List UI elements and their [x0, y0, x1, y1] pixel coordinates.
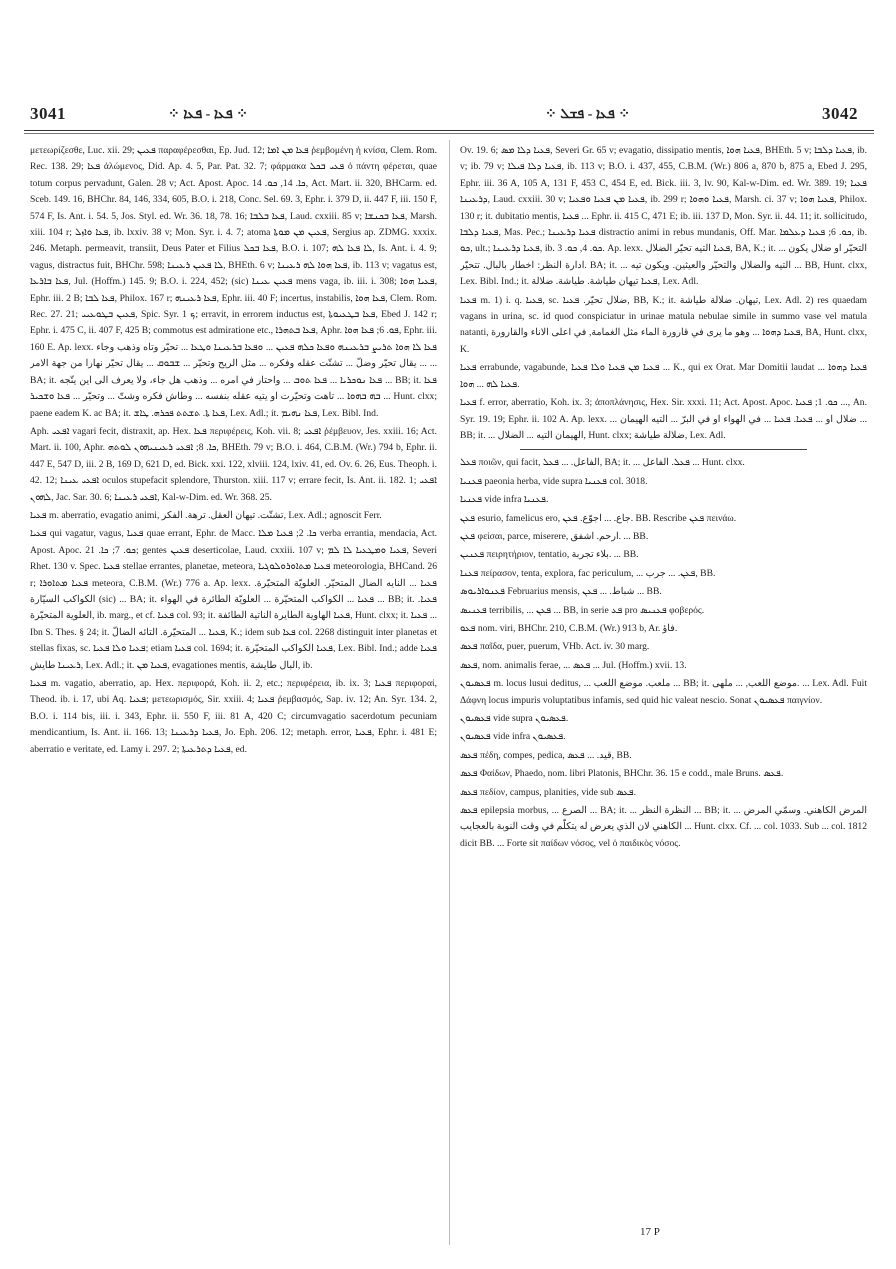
- entry-paragraph: Ov. 19. 6; ܦܥܝܐ ܕܠܐ ܡܣ, Severi Gr. 65 v; evagatio, dissipatio mentis, ܦܥܝܐ ܗܘܐ, BHEth. 5 v; ܦܥܝܐ ܕܠܒܐ, ib. v; ib. 79 v; ܦܥܝܐ ܕܠܐ ܦܝܠܐ, ib. 113 v; B.O. i. 437, 455, C.B.M. (Wr.) 806 a, 870 b, 875 a, Ebed J. 295, Ephr. iii. 36 A, 105 A, 131 F, 453 C, 454 E, ed. Bick. iii. 3, lv. 90, Kal-w-Dim. ed. Wr. 389. 19; ܦܥܝܐ ܕܪܥܝܢܐ, Laud. cxxiii. 30 v; ܦܥܝܐ ܡܢ ܦܥܝܐ ܘܦܥܝܐ, ib. 299 r; ܦܥܝܐ ܘܗܘܐ, Marsh. ci. 37 v; ܦܥܝܐ ܗܘܐ, Philox. 130 r; it. dubitatio mentis, ܦܥܝܐ ... Ephr. ii. 415 C, 471 E; ib. iii. 137 D, Mon. Syr. ii. 44. 11; it. sollicitudo, ܦܥܝܐ ܕܠܒܐ, Mas. Pec.; ܦܥܝܐ ܕܪܥܝܢܐ distractio animi in rebus mundanis, Off. Mar. ܟܘ. 6; ܦܥܝܐ ܕܥܠܡܐ, ib. ܟܘ, ult.; ܦܥܝܐ ܕܪܥܝܢܐ, ib. ܟܘ. 4, ܟܘ. 3. Ap. lexx. ܦܥܝܐ التيه تحيّر الضلال, BA, K.; it. ... التحيّر او ضلال يكون ادارة النظر: اخطار بالبال. تتحيّر. BA; it. ... التيه والضلال والتحيّر والعيثين. ويكون تيه ... BB, Hunt. clxx, Lex. Bibl. Ind.; it. ܦܥܝܐ تيهان طياشة. طياشة. ضلالة, Lex. Adl.: [460, 145, 867, 288]
- column-separator: [449, 140, 450, 1245]
- left-running-head: ⁘ ܦܥܐ - ܦܥܐ ⁘: [168, 107, 248, 122]
- entry-paragraph: ܦܥܘ nom. viri, BHChr. 210, C.B.M. (Wr.) 913 b, Ar. فاؤ.: [460, 622, 678, 634]
- entry-paragraph: ܦܥܢܘܐܪܝܘܣ Februarius mensis, شباط. ... ܦܥܢ ... BB.: [460, 586, 662, 598]
- header-rule-thin: [24, 133, 874, 134]
- entry-paragraph: ܦܥܝܐ m. 1) i. q. ܦܥܝܐ, sc. ضلال تحيّر. ܦܥܝܐ, BB, K.; it. تيهان. ضلالة طياشة, Lex. Adl. 2) res quaedam vagans in urina, sc. id quod conspiciatur in urinae matula nebulae simile in summo vase vel matula natanti, ܦܥܝܐ ܕܗܘܐ ... وهو ما يرى في قارورة الماء مثل الغمامة, في اعلى الاناء والقارورة, BA, Hunt. clxx, K.: [460, 294, 867, 355]
- entry-paragraph: ܦܥܝܐ f. error, aberratio, Koh. ix. 3; ἀποπλάνησις, Hex. Sir. xxxi. 11; Act. Apost. Apoc. ܟܘ. 1; ܦܥܝܐ ..., An. Syr. 19. 19; Ephr. ii. 102 A. Ap. lexx. ... ضلال او ... ܦܥܝܐ. ܦܥܝܐ ... في الهواء او في البرّ ... التيه الهيمان ... BB; it. ... الهيمان التيه ... الضلال, Hunt. clxx; ضلالة طياشة, Lex. Adl.: [460, 397, 867, 441]
- entry-paragraph: ܦܥܢܝܐ vide infra ܦܥܢܝܐ.: [460, 494, 549, 506]
- right-running-head: ⁘ ܦܥܐ - ܦܫܠ ⁘: [545, 107, 631, 122]
- entry-paragraph: ܦܥܣܝܘܢ vide supra ܦܥܣܝܘܢ.: [460, 713, 569, 724]
- entry-paragraph: ܦܥܢܝܐ paeonia herba, vide supra ܦܥܢܝܐ col. 3018.: [460, 475, 648, 487]
- entry-paragraph: ܦܥܠ ποιῶν, qui facit, الفاعل. ... ܦܥܠ, BA; it. ... ܦܥܠ. الفاعل ... Hunt. clxx.: [460, 457, 745, 469]
- header-rule: [24, 130, 874, 131]
- entry-paragraph: μετεωρίζεσθε, Luc. xii. 29; ܦܥܝܢ παραφέρεσθαι, Ep. Jud. 12; ܦܥܐ ܡܢ ܐܡܐ ῥεμβομένη ἡ κνίσα, Clem. Rom. Rec. 138. 29; ܦܥܐ ἀλώμενος, Did. Ap. 4. 5, Par. Pat. 32. 7; φάρμακα ܦܥܝ ܒܟܠ ὁ πάντη φέρεται, quae totum corpus pervadunt, Galen. 28 v; Act. Apost. Apoc. ܟܐ. 14, ܟܘ. 14, Act. Mart. ii. 320, BHCarm. ed. Sceb. 149. 16, BHChr. 84, 146, 334, 605, B.O. i. 218, Conc. Sel. 69. 3, Ephr. i. 379 D, ii. 447 F, iii. 150 F, 574 F, Is. Ant. i. 54. 5, Jos. Styl. ed. Wr. 36. 18, 78. 16; ܦܥܐ ܒܠܒܐ, Laud. cxxiii. 85 v; ܦܥܐ ܒܟܢܫܐ, Marsh. xiii. 104 r; ܦܥܐ ܘܐܙܠ, ib. lxxiv. 38 v; Mon. Syr. i. 4. 7; atoma ܦܥܝܢ ܡܢ ܡܘܬܐ, Sergius ap. ZDMG. xxxix. 246. Metaph. permeavit, transiit, Deus Pater et Filius ܦܥܐ ܒܟܠ, B.O. i. 107; ܠܐ ܦܥܐ ܠܗ, Is. Ant. i. 4. 9; vagus, distractus fuit, BHChr. 598; ܠܐ ܦܥܝܢ ܪܥܝܢܐ, BHEth. 6 v; ܦܥܐ ܗܘܐ ܠܗ ܪܥܝܢܐ, ib. 113 v; vagatus est, ܦܥܐ ܒܐܪܥܐ, Jul. (Hoffm.) 145. 9; B.O. i. 224, 452; (sic) ܦܥܝܢ ܥܝܢܐ mens vaga, ib. iii. i. 308; ܦܥܝܐ ܗܘܐ, Ephr. iii. 2 B; ܦܥܐ ܠܒܐ, Philox. 167 r; ܦܥܐ ܪܥܝܢܗ, Ephr. iii. 40 F; incertus, instabilis, ܦܥܐ ܗܘܐ, Clem. Rom. Rec. 27. 21; ܦܥܝܢ ܒܛܘܥܝܝ, Spic. Syr. ܟ 1; erravit, in errorem inductus est, ܦܥܐ ܒܛܥܝܘܬܐ, Ebed J. 142 r; Ephr. i. 475 C, ii. 407 F, 425 B; commotus est admiratione etc., ܦܥܐ ܒܬܗܪܐ, Aphr. ܦܘ. 6; ܦܥܐ ܗܘܐ, Ephr. iii. 160 E. Ap. lexx. ܦܥܐ ܠܐ ܗܘܐ ܬܪܝܨ ܒܪܥܝܢܗ ܘܦܥܐ ܟܠܗ ܦܥܝܢ ... ܘܦܥܐ ܒܪܥܝܢܐ ܘܛܥܐ ... تحيّر وتاه وذهب وجاء ... يقال تحيّر وضلّ ... تشتّت عقله وفكره ... مثل الريح وتحيّر ... ܫܒܘܩ ... يقال تحيّر نهارا من جهة الامر ... BA; it. ܦܥܐ ܢܘܟܪܝܐ ... ܦܥܐ ܬܘܒ ... واحتار في امره ... وذهب هل جاء، ولا يعرف الى اين يتّجه ... BB; it. ܦܥܐ ܒܗ ܒܗܘܐ ... تاهت وتحيّرت او يتيه عقله بنفسه ... وطاش فكره وشتّ ... وتحيّر ... ܦܥܐ ܘܫܟܝܪ ... Hunt. clxx; paene eadem K. ac BA; it. ܦܥܐ ܬܐ. ܬܫܬܬ ܦܟܪܗ. ܛܐܫ, Lex. Adl.; it. ܦܥܐ ܢܗܝܡ, Lex. Bibl. Ind.: [30, 145, 437, 419]
- entry-paragraph: ܦܥܣ παῖδα, puer, puerum, VHb. Act. iv. 30 marg.: [460, 641, 650, 653]
- entry-paragraph: ܦܥܣ Φαίδων, Phaedo, nom. libri Platonis, BHChr. 36. 15 e codd., male Bruns. ܦܥܣ.: [460, 768, 784, 780]
- signature-mark: 17 P: [640, 1226, 660, 1238]
- right-page-number: 3042: [822, 104, 858, 123]
- section-divider: [520, 449, 807, 450]
- entry-paragraph: ܦܥܢܐ πείρασον, tenta, explora, fac periculum, ... ܦܥܢ. ... جرب, BB.: [460, 567, 716, 579]
- entry-paragraph: Aph. ܐܦܥܝ vagari fecit, distraxit, ap. Hex. ܦܥܐ περιφέρεις, Koh. vii. 8; ܐܦܥܝ ῥέμβευον, Jes. xxiii. 16; Act. Mart. ii. 100, Aphr. ܟܐ. 8; ܐܦܥܝ ܪܥܝܢܝܗܘܢ ܠܘܬܗ, BHEth. 79 v; B.O. i. 464, C.B.M. (Wr.) 794 b, Ephr. ii. 447 E, 547 D, iii. 2 B, 169 D, 621 D, ed. Bick. xxi. 122, xlviii. 124, lxiv. 41, ed. Ov. 6. 26, Eus. Theoph. i. 42. 12; ܐܦܥܝ ܥܝܢܐ oculos stupefacit splendore, Thurston. xiii. 117 v; errare fecit, Is. Ant. ii. 182. 1; ܐܦܥܝ ܠܗܘܢ, Jac. Sar. 30. 6; ܐܦܥܝ ܪܥܝܢܐ, Kal-w-Dim. ed. Wr. 368. 25.: [30, 425, 437, 503]
- entry-paragraph: ܦܥܣ epilepsia morbus, ... الصرع ... BA; it. ... النظرة النظر ... BB; it. ... المرض الكاهني. وسمّي المرض الكاهني لان الذي يعرض له يتكلّم في وقت النوبة بالعجايب ... Hunt. clxx. Cf. ... col. 1033. Sub ... col. 1812 dicit BB. ... Forte sit παίδων νόσος, vel ὁ παιδικὸς νόσος.: [460, 805, 867, 849]
- entry-paragraph: ܦܥܝܐ qui vagatur, vagus, ܦܥܝܐ quae errant, Ephr. de Macc. ܟܐ. 2; ܦܥܝܐ ܡܠܐ verba errantia, mendacia, Act. Apost. Apoc. ܟܘ. 7; ܟܐ. 21; gentes ܦܥܝܢ deserticolae, Laud. cxxiii. 107 v; ܦܥܝܐ ܘܡܛܥܝܐ ܠܐ ܠܡ, Severi Rhet. 130 v. Spec. ܦܥܝܐ stellae errantes, planetae, meteora, ܦܥܝܐ ܡܬܐܘܪܘܠܘܓܝܐ meteorologia, BHCand. 26 r; ܦܥܝܐ ܡܬܐܘܪܐ meteora, C.B.M. (Wr.) 776 a. Ap. lexx. ܦܥܝܐ ... النايه الضال المتحيّر. العلويّة المتحيّرة. الكواكب السيّارة (sic) ... BA; it. ܦܥܝܐ ... الكواكب المتحيّرة ... العلويّة الطائرة في الهواء ... BB; it. ܦܥܝܐ. العلوية المتحيّرة, ib. marg., et cf. ܦܥܝܐ col. 93; it. ܦܥܝܐ الهاوية الطايرة الناتية الطائفة, Hunt. clxx; it. ܦܥܝܐ ... Ibn S. Thes. § 24; it. ܦܥܝܐ ... المتحيّرة. التائه الضالّ, K.; idem sub ܦܥܐ col. 2268 distinguit inter planetas et stellas fixas, sc. ܦܥܝܐ ܘܠܐ ܦܥܝܐ; etiam ܦܥܝܐ col. 1694; it. ܦܥܝܐ الكواكب المتحيّرة, Lex. Bibl. Ind.; adde ܦܥܝܐ ܪܥܝܢܐ طايش, Lex. Adl.; it. ܦܥܝܐ ܡܢ, evagationes mentis, البال طايشة, ib.: [30, 528, 437, 671]
- entry-paragraph: ܦܥܣ πεδίον, campus, planities, vide sub ܦܥܣ.: [460, 786, 636, 798]
- entry-paragraph: ܦܥܢ esurio, famelicus ero, جاع. ... اجوّع. ܦܥܢ. BB. Rescribe ܦܥܢ πεινάω.: [460, 512, 737, 524]
- entry-paragraph: ܦܥܢܝܢ πειρητήριον, tentatio, بلاء تجربة. ... BB.: [460, 549, 639, 561]
- entry-paragraph: ܦܥܣ, nom. animalis ferae, ... ܦܥܣ ... Jul. (Hoffm.) xvii. 13.: [460, 659, 687, 671]
- entry-paragraph: ܦܥܣܝܘܢ vide infra ܦܥܣܝܘܢ.: [460, 731, 566, 743]
- right-column: [460, 143, 867, 1243]
- entry-paragraph: ܦܥܝܐ errabunde, vagabunde, ܦܥܝܐ ܡܢ ܦܥܝܐ ܘܠܐ ܦܥܝܐ ... K., qui ex Orat. Mar Domitii laudat ܦܥܝܐ ܕܗܘܐ ... ܦܥܝܐ ܠܗ ... ܗܘܐ.: [460, 362, 867, 390]
- entry-paragraph: ܦܥܢܝܣ terribilis, ... ܦܥܢ ... BB, in serie ܦܥ pro ܦܥܢܝܣ φοβερός.: [460, 604, 705, 616]
- left-page-number: 3041: [30, 104, 66, 123]
- entry-paragraph: ܦܥܢ φείσαι, parce, miserere, ارحم. اشفق. ... BB.: [460, 530, 649, 542]
- entry-paragraph: ܦܥܣܝܘܢ m. locus lusui deditus, ... ملعب. موضع اللعب ... BB; it. موضع اللعب, ... ملهى. ... Lex. Adl. Fuit Δάφνη locus impuris voluptatibus infamis, sed quid hic valeat nescio. Sonat ܦܥܣܝܘܢ παιγνίον.: [460, 678, 867, 706]
- entry-paragraph: ܦܥܝܐ m. aberratio, evagatio animi, تشتّت. تيهان العقل. ترهة. الفكر, Lex. Adl.; agnoscit Ferr.: [30, 509, 382, 521]
- entry-paragraph: ܦܥܣ πέδη, compes, pedica, قيد. ... ܦܥܣ, BB.: [460, 749, 632, 761]
- entry-paragraph: ܦܥܝܐ m. vagatio, aberratio, ap. Hex. περιφορά, Koh. ii. 2, etc.; περιφέρεια, ib. ix. 3; ܦܥܝܐ περιφοραί, Theod. ib. i. 17, ubi Aq. ܦܥܝܐ; μετεωρισμός, Sir. xxiii. 4; ܦܥܝܐ ῥεμβασμός, Sap. iv. 12; An. Syr. 134. 2, B.O. i. 114 bis, iii. i. 343, Ephr. ii. 550 F, iii. 81 A, 420 C; circumvagatio sacerdotum pecuniam mendicantium, Is. Ant. ii. 166. 13; ܦܥܝܐ ܕܪܥܝܢܐ, Jo. Eph. 206. 12; metaph. error, ܦܥܝܐ, Ephr. i. 481 E; aberratio e veritate, ed. Lamy i. 297. 2; ܦܥܝܐ ܕܬܪܥܝܬܐ, ed.: [30, 678, 437, 755]
- left-column: [30, 143, 437, 1243]
